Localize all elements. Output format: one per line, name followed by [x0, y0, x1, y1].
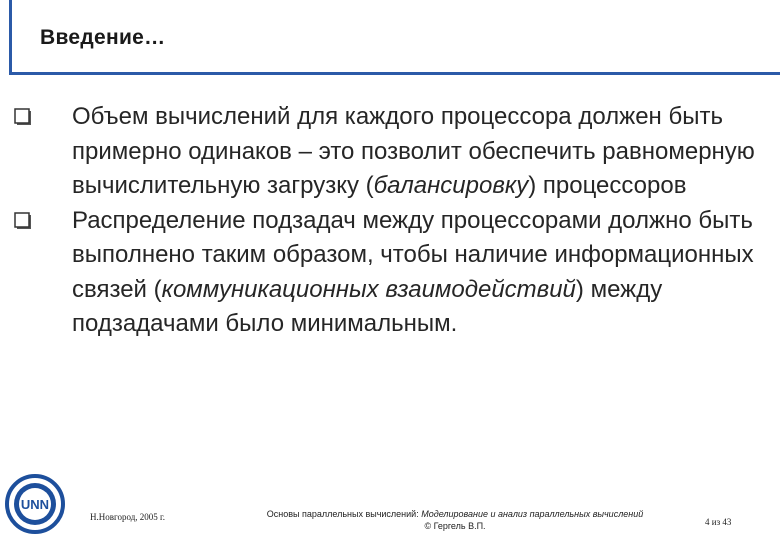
footer-course-title: Моделирование и анализ параллельных вычислений	[421, 509, 644, 519]
bullet-item-2	[14, 204, 774, 342]
page-number: 4 из 43	[705, 517, 732, 527]
footer-author: Н.Новгород, 2005 г.	[90, 512, 165, 522]
footer-copyright: © Гергель В.П.	[424, 521, 486, 531]
university-logo-icon	[5, 474, 65, 534]
checkbox-bullet-icon	[14, 212, 32, 230]
bullet-1-emphasis: балансировку	[373, 172, 529, 199]
slide-footer	[0, 470, 780, 540]
bullet-2-text-end: ) между подзадачами было минимальным.	[72, 275, 663, 337]
bullet-item-1	[14, 100, 774, 204]
footer-course	[255, 508, 655, 532]
bullet-1-text: Объем вычислений для каждого процессора должен быть примерно одинаков – это позволит обеспечить равномерную вычислительную загрузку (	[72, 103, 755, 199]
title-frame-vertical	[9, 0, 12, 75]
checkbox-bullet-icon	[14, 108, 32, 126]
bullet-1-text-end: ) процессоров	[528, 172, 687, 199]
bullet-list	[14, 100, 774, 342]
footer-course-prefix: Основы параллельных вычислений:	[266, 509, 422, 519]
bullet-2-emphasis: коммуникационных взаимодействий	[161, 275, 576, 303]
bullet-2-text: Распределение подзадач между процессорами должно быть выполнено таким образом, чтобы наличие информационных связей (	[72, 206, 754, 303]
slide-title: Введение…	[40, 26, 166, 49]
logo-text: UNN	[20, 497, 50, 512]
title-frame-horizontal	[9, 72, 780, 75]
